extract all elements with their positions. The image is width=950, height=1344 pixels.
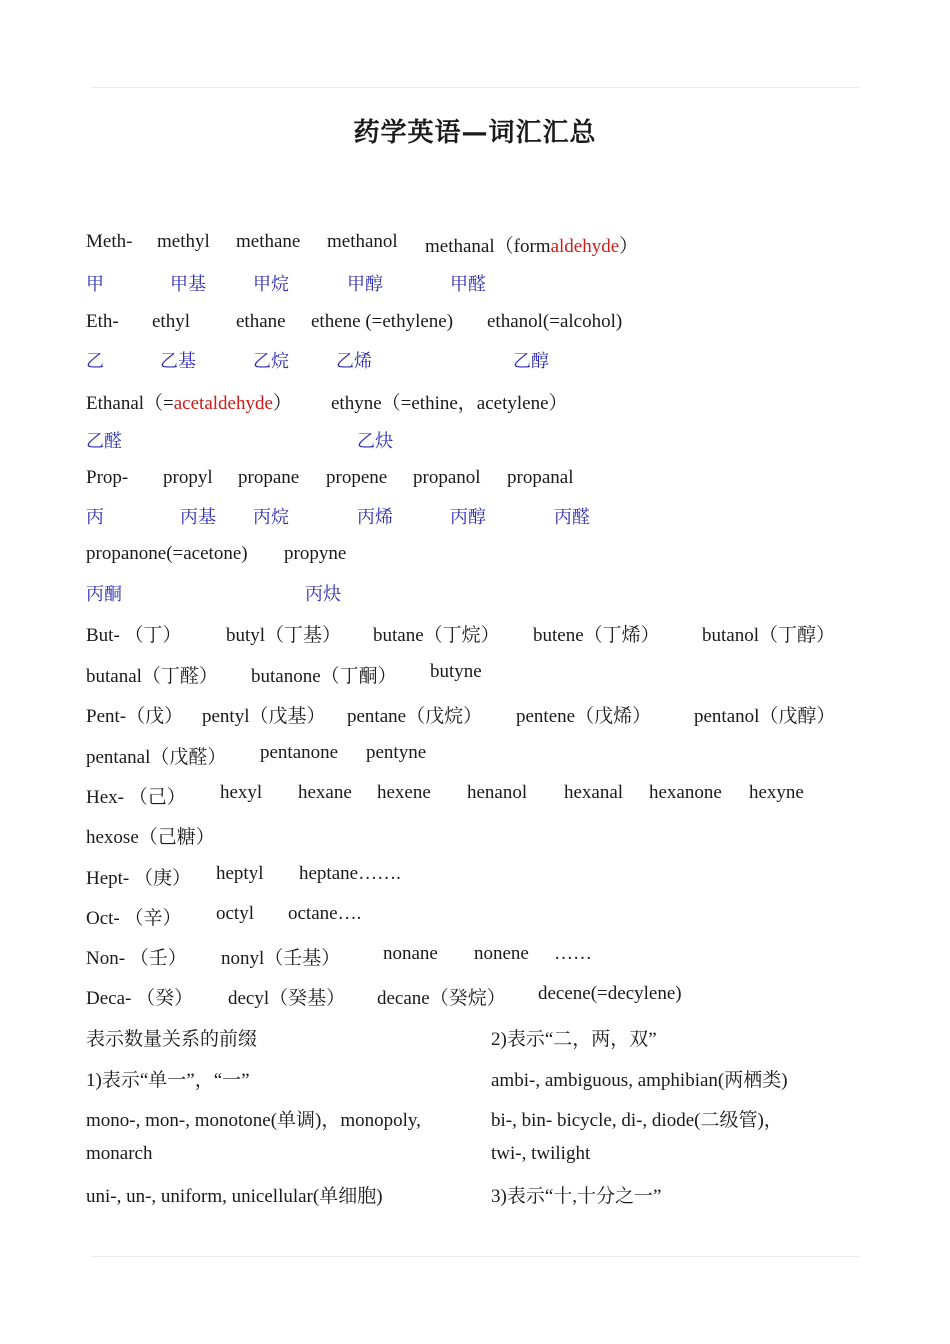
word: propanal (507, 467, 574, 488)
word: decene(=decylene) (538, 983, 682, 1004)
cn-term: 乙醛 (86, 431, 122, 452)
word: propane (238, 467, 300, 488)
section-heading: 表示数量关系的前缀 (86, 1029, 258, 1050)
word: But- （丁） (86, 625, 182, 646)
word: methanol (327, 231, 398, 252)
left-text: 1)表示“单一”，“一” (86, 1070, 250, 1091)
cn-term: 丙醇 (450, 507, 486, 528)
cn-term: 乙烯 (336, 351, 372, 372)
word: decyl（癸基） (228, 988, 346, 1009)
word: ethyl (152, 311, 190, 332)
bottom-divider (90, 1256, 860, 1257)
cn-term: 甲烷 (253, 274, 289, 295)
word: hexyl (220, 782, 263, 803)
prefix: Meth- (86, 231, 133, 252)
word: nonyl（壬基） (221, 948, 341, 969)
word: methanal（formaldehyde） (425, 236, 639, 257)
word: octane…. (288, 903, 362, 924)
word: hexyne (749, 782, 804, 803)
top-divider (90, 87, 860, 88)
right-text: bi-, bin- bicycle, di-, diode(二级管)， (491, 1110, 783, 1131)
right-text: 2)表示“二，两，双” (491, 1029, 657, 1050)
word: propanone(=acetone) (86, 543, 248, 564)
right-text: ambi-, ambiguous, amphibian(两栖类) (491, 1070, 788, 1091)
left-text: mono-, mon-, monotone(单调)，monopoly, (86, 1110, 421, 1131)
cn-term: 乙基 (160, 351, 196, 372)
left-text: monarch (86, 1143, 153, 1164)
left-text: uni-, un-, uniform, unicellular(单细胞) (86, 1186, 383, 1207)
word: ethane (236, 311, 286, 332)
word: Ethanal（=acetaldehyde） (86, 393, 292, 414)
cn-term: 丙醛 (554, 507, 590, 528)
word: butanone（丁酮） (251, 666, 397, 687)
cn-term: 甲基 (170, 274, 206, 295)
word: butyl（丁基） (226, 625, 342, 646)
word: butane（丁烷） (373, 625, 500, 646)
cn-term: 甲醇 (347, 274, 383, 295)
cn-term: 丙烷 (253, 507, 289, 528)
word: pentyne (366, 742, 427, 763)
word: Hept- （庚） (86, 868, 192, 889)
word: pentane（戊烷） (347, 706, 483, 727)
word: pentanol（戊醇） (694, 706, 836, 727)
cn-term: 丙酮 (86, 584, 122, 605)
word: hexane (298, 782, 352, 803)
cn-term: 甲醛 (450, 274, 486, 295)
word: nonane (383, 943, 438, 964)
word: butyne (430, 661, 482, 682)
word: pentanal（戊醛） (86, 747, 227, 768)
word: Deca- （癸） (86, 988, 194, 1009)
word: propanol (413, 467, 481, 488)
word: propyl (163, 467, 213, 488)
word: henanol (467, 782, 528, 803)
prefix: Prop- (86, 467, 129, 488)
word: pentene（戊烯） (516, 706, 652, 727)
word: butanol（丁醇） (702, 625, 835, 646)
cn-term: 乙醇 (513, 351, 549, 372)
cn-term: 丙炔 (305, 584, 341, 605)
word: butene（丁烯） (533, 625, 660, 646)
word: methane (236, 231, 301, 252)
cn-term: 丙 (86, 507, 104, 528)
word: butanal（丁醛） (86, 666, 218, 687)
prefix: Eth- (86, 311, 119, 332)
word: …… (554, 943, 592, 964)
word: octyl (216, 903, 254, 924)
page-title: 药学英语—词汇汇总 (353, 118, 597, 148)
word: Non- （壬） (86, 948, 187, 969)
word: propene (326, 467, 388, 488)
word: methyl (157, 231, 210, 252)
word: pentanone (260, 742, 339, 763)
word: heptane……. (299, 863, 401, 884)
word: nonene (474, 943, 529, 964)
word: Oct- （辛） (86, 908, 182, 929)
cn-term: 乙炔 (357, 431, 393, 452)
cn-term: 甲 (86, 274, 104, 295)
word: propyne (284, 543, 347, 564)
cn-term: 乙烷 (253, 351, 289, 372)
word: hexanone (649, 782, 722, 803)
word: pentyl（戊基） (202, 706, 326, 727)
right-text: twi-, twilight (491, 1143, 591, 1164)
word: hexanal (564, 782, 624, 803)
word: hexene (377, 782, 431, 803)
word: ethene (=ethylene) (311, 311, 454, 332)
cn-term: 丙烯 (357, 507, 393, 528)
cn-term: 丙基 (180, 507, 216, 528)
cn-term: 乙 (86, 351, 104, 372)
word: ethanol(=alcohol) (487, 311, 623, 332)
word: hexose（己糖） (86, 827, 215, 848)
word: heptyl (216, 863, 264, 884)
word: Pent-（戊） (86, 706, 184, 727)
word: decane（癸烷） (377, 988, 506, 1009)
right-text: 3)表示“十,十分之一” (491, 1186, 662, 1207)
word: Hex- （己） (86, 787, 186, 808)
word: ethyne（=ethine，acetylene） (331, 393, 568, 414)
